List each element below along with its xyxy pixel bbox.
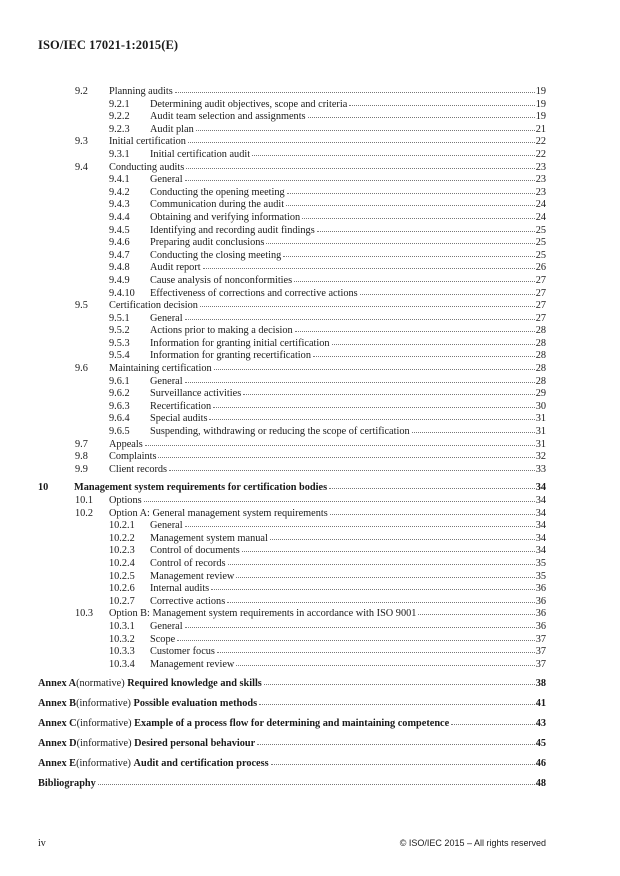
annex-title: Example of a process flow for determining and maintaining competence (134, 718, 450, 730)
toc-dot-leader (243, 386, 534, 395)
toc-entry-number: 9.9 (75, 463, 88, 475)
toc-entry-number: 9.2.3 (109, 123, 130, 135)
toc-entry-title: Information for granting recertification (150, 350, 311, 362)
toc-entry-page: 37 (535, 633, 546, 645)
annex-label: Annex E (38, 758, 77, 770)
toc-entry-title: Audit team selection and assignments (150, 111, 306, 123)
toc-entry-number: 10.2.4 (109, 557, 135, 569)
toc-dot-leader (308, 109, 535, 118)
toc-entry-title: Communication during the audit (150, 199, 285, 211)
toc-entry-number: 10.2.7 (109, 595, 135, 607)
toc-dot-leader (177, 632, 535, 641)
toc-entry-number: 9.5 (75, 300, 88, 312)
toc-entry-number: 9.6.1 (109, 375, 130, 387)
toc-entry-title: Control of documents (150, 545, 240, 557)
toc-entry-title: Management system manual (150, 532, 268, 544)
toc-entry-number: 9.3.1 (109, 148, 130, 160)
toc-entry-number: 10.2.6 (109, 583, 135, 595)
toc-dot-leader (283, 248, 534, 257)
footer-copyright: © ISO/IEC 2015 – All rights reserved (399, 838, 546, 848)
toc-entry-title: General (150, 174, 183, 186)
toc-entry-page: 37 (535, 658, 546, 670)
toc-dot-leader (98, 776, 535, 785)
toc-entry-page: 31 (535, 426, 546, 438)
toc-entry-number: 9.2.2 (109, 111, 130, 123)
annex-kind: (informative) (76, 718, 132, 730)
toc-entry-number: 9.5.2 (109, 325, 130, 337)
toc-entry-title: General (150, 520, 183, 532)
toc-entry-title: Effectiveness of corrections and corrective actions (150, 287, 358, 299)
toc-entry-title: Options (109, 495, 142, 506)
toc-dot-leader (259, 696, 535, 705)
toc-entry-page: 27 (535, 287, 546, 299)
toc-entry-page: 22 (535, 148, 546, 160)
toc-entry-title: Client records (109, 463, 168, 475)
toc-entry-page: 27 (535, 312, 546, 324)
toc-entry-title: Control of records (150, 557, 226, 569)
toc-entry-page: 27 (535, 300, 546, 312)
toc-entry-number: 9.5.3 (109, 337, 130, 349)
toc-dot-leader (236, 569, 534, 578)
toc-entry-page: 34 (535, 520, 546, 532)
toc-dot-leader (330, 506, 535, 515)
toc-entry-number: 9.8 (75, 451, 88, 463)
toc-entry-title: Conducting the closing meeting (150, 249, 282, 261)
toc-dot-leader (217, 644, 535, 653)
toc-dot-leader (332, 336, 535, 345)
toc-entry-title: Option B: Management system requirements in accordance with ISO 9001 (109, 608, 417, 620)
toc-entry-page: 34 (535, 532, 546, 544)
toc-entry-title: General (150, 312, 183, 324)
annex-page: 45 (535, 738, 546, 750)
toc-entry-title: Preparing audit conclusions (150, 237, 265, 249)
annex-label: Annex C (38, 718, 77, 730)
toc-entry-page: 25 (535, 237, 546, 249)
toc-entry-page: 24 (535, 199, 546, 211)
table-of-contents (38, 85, 546, 794)
toc-entry-number: 9.6.5 (109, 426, 130, 438)
toc-entry-page: 31 (535, 438, 546, 450)
annex-label: Annex B (38, 698, 77, 710)
toc-entry-title: Maintaining certification (109, 363, 212, 375)
toc-dot-leader (252, 147, 535, 156)
toc-dot-leader (266, 235, 534, 244)
toc-entry-page: 19 (535, 111, 546, 123)
toc-entry-title: Option A: General management system requirements (109, 507, 328, 519)
toc-entry-page: 23 (535, 161, 546, 173)
toc-annex-entry[interactable] (38, 714, 546, 734)
toc-entry-page: 19 (535, 86, 546, 97)
annex-kind: (informative) (76, 698, 131, 710)
toc-dot-leader (451, 716, 535, 725)
toc-dot-leader (185, 311, 535, 320)
toc-entry-number: 9.4.9 (109, 274, 130, 286)
annex-label: Annex A (38, 678, 77, 690)
toc-dot-leader (349, 97, 534, 106)
toc-entry-number: 10.3.3 (109, 646, 135, 658)
toc-entry-page: 23 (535, 186, 546, 198)
toc-entry-page: 26 (535, 262, 546, 274)
toc-entry-page: 19 (535, 98, 546, 110)
toc-entry-title: Recertification (150, 400, 212, 412)
toc-entry-page: 36 (535, 620, 546, 632)
toc-entry-number: 10.3.1 (109, 620, 135, 632)
toc-entry-page: 28 (535, 363, 546, 375)
toc-entry-title: Determining audit objectives, scope and criteria (150, 98, 348, 110)
toc-entry-number: 9.4 (75, 161, 88, 173)
toc-entry-title: Cause analysis of nonconformities (150, 274, 293, 286)
toc-dot-leader (418, 606, 534, 615)
toc-entry-page: 25 (535, 224, 546, 236)
toc-entry-title: Management system requirements for certification bodies (74, 482, 328, 494)
toc-entry[interactable] (38, 463, 546, 476)
toc-entry-page: 28 (535, 375, 546, 387)
toc-dot-leader (302, 210, 535, 219)
toc-dot-leader (144, 493, 535, 502)
toc-entry-number: 9.5.1 (109, 312, 130, 324)
document-header: ISO/IEC 17021-1:2015(E) (38, 38, 179, 52)
toc-entry-title: Internal audits (150, 583, 210, 595)
toc-entry-title: Corrective actions (150, 595, 226, 607)
toc-dot-leader (360, 286, 535, 295)
toc-entry-title: Audit plan (150, 123, 194, 135)
toc-entry-page: 36 (535, 595, 546, 607)
toc-dot-leader (236, 657, 534, 666)
annex-title: Audit and certification process (133, 758, 269, 770)
toc-entry-number: 9.4.3 (109, 199, 130, 211)
toc-dot-leader (145, 437, 535, 446)
toc-entry-title: Actions prior to making a decision (150, 325, 293, 337)
toc-entry-number: 9.4.5 (109, 224, 130, 236)
toc-entry-page: 34 (535, 495, 546, 506)
toc-entry-number: 9.4.7 (109, 249, 130, 261)
toc-entry-page: 31 (535, 413, 546, 425)
toc-dot-leader (294, 273, 535, 282)
toc-entry-number: 10.2.5 (109, 570, 135, 582)
toc-entry-title: Obtaining and verifying information (150, 211, 301, 223)
annex-kind: (informative) (76, 758, 131, 770)
toc-dot-leader (213, 399, 535, 408)
toc-entry-number: 9.2 (75, 86, 88, 97)
toc-entry-page: 25 (535, 249, 546, 261)
toc-dot-leader (203, 260, 535, 269)
toc-dot-leader (158, 449, 534, 458)
toc-entry-title: Appeals (109, 438, 143, 450)
toc-dot-leader (313, 348, 535, 357)
toc-entry-number: 10.3.4 (109, 658, 135, 670)
toc-dot-leader (286, 197, 535, 206)
toc-dot-leader (257, 736, 535, 745)
toc-dot-leader (209, 411, 534, 420)
toc-entry-title: Suspending, withdrawing or reducing the scope of certification (150, 426, 410, 438)
toc-entry-title: Scope (150, 633, 176, 645)
toc-entry-page: 30 (535, 400, 546, 412)
toc-dot-leader (329, 480, 535, 489)
toc-entry-page: 28 (535, 350, 546, 362)
toc-annex-entry[interactable] (38, 734, 546, 754)
toc-entry-number: 10.2.2 (109, 532, 135, 544)
toc-entry-title: Special audits (150, 413, 208, 425)
annex-label: Bibliography (38, 778, 96, 790)
toc-entry-title: Planning audits (109, 86, 173, 97)
toc-annex-entry[interactable] (38, 674, 546, 694)
toc-entry-number: 10 (38, 482, 49, 494)
toc-entry-page: 34 (535, 545, 546, 557)
toc-entry-page: 34 (535, 507, 546, 519)
toc-entry[interactable] (38, 658, 546, 671)
annex-page: 41 (535, 698, 546, 710)
toc-entry-number: 9.4.8 (109, 262, 130, 274)
toc-entry-title: General (150, 375, 183, 387)
annex-title: Possible evaluation methods (133, 698, 258, 710)
toc-entry-page: 35 (535, 570, 546, 582)
toc-entry-page: 27 (535, 274, 546, 286)
toc-dot-leader (186, 160, 534, 169)
toc-dot-leader (227, 594, 535, 603)
toc-dot-leader (169, 462, 535, 471)
toc-dot-leader (271, 756, 535, 765)
toc-entry-title: Identifying and recording audit findings (150, 224, 315, 236)
toc-dot-leader (295, 323, 535, 332)
toc-entry-number: 9.6.4 (109, 413, 130, 425)
toc-annex-entry[interactable] (38, 694, 546, 714)
toc-entry-number: 9.6.2 (109, 388, 130, 400)
toc-entry-number: 10.1 (75, 495, 94, 506)
toc-entry-page: 32 (535, 451, 546, 463)
toc-annex-entry[interactable] (38, 774, 546, 794)
toc-dot-leader (185, 619, 535, 628)
annex-page: 43 (535, 718, 546, 730)
toc-dot-leader (228, 556, 535, 565)
toc-entry-title: Surveillance activities (150, 388, 242, 400)
toc-entry-number: 9.4.10 (109, 287, 135, 299)
toc-entry-number: 9.6.3 (109, 400, 130, 412)
toc-entry-title: Complaints (109, 451, 157, 463)
annex-label: Annex D (38, 738, 77, 750)
toc-entry-title: Conducting the opening meeting (150, 186, 285, 198)
toc-entry-number: 9.4.2 (109, 186, 130, 198)
toc-entry-page: 28 (535, 325, 546, 337)
toc-dot-leader (412, 424, 535, 433)
annex-page: 38 (535, 678, 546, 690)
toc-entry-number: 10.2.3 (109, 545, 135, 557)
toc-entry-page: 36 (535, 608, 546, 620)
toc-annex-entry[interactable] (38, 754, 546, 774)
toc-entry-page: 33 (535, 463, 546, 475)
toc-entry-title: Certification decision (109, 300, 198, 312)
toc-dot-leader (211, 581, 535, 590)
toc-dot-leader (287, 185, 535, 194)
toc-entry-page: 36 (535, 583, 546, 595)
toc-entry-number: 9.2.1 (109, 98, 130, 110)
toc-dot-leader (214, 361, 535, 370)
toc-entry-number: 9.4.4 (109, 211, 130, 223)
annex-kind: (informative) (76, 738, 132, 750)
toc-entry-title: Initial certification audit (150, 148, 251, 160)
toc-entry-page: 24 (535, 211, 546, 223)
toc-dot-leader (185, 374, 535, 383)
footer-page-number: iv (38, 838, 46, 849)
toc-dot-leader (264, 676, 535, 685)
toc-entry-page: 22 (535, 136, 546, 148)
toc-entry-title: Customer focus (150, 646, 215, 658)
toc-entry-number: 9.4.6 (109, 237, 130, 249)
toc-entry-number: 9.4.1 (109, 174, 130, 186)
toc-dot-leader (188, 134, 535, 143)
annex-page: 48 (535, 778, 546, 790)
toc-dot-leader (196, 122, 535, 131)
toc-entry-title: Initial certification (109, 136, 186, 148)
toc-entry-number: 10.3 (75, 608, 94, 620)
toc-entry-title: Information for granting initial certification (150, 337, 330, 349)
toc-dot-leader (200, 298, 535, 307)
toc-dot-leader (185, 172, 535, 181)
toc-entry-number: 9.5.4 (109, 350, 130, 362)
toc-entry-page: 21 (535, 123, 546, 135)
annex-kind: (normative) (76, 678, 125, 690)
annex-title: Desired personal behaviour (134, 738, 256, 750)
toc-entry-page: 37 (535, 646, 546, 658)
toc-dot-leader (317, 223, 535, 232)
toc-entry-number: 10.2.1 (109, 520, 135, 532)
toc-entry-number: 10.2 (75, 507, 94, 519)
toc-entry-page: 23 (535, 174, 546, 186)
toc-entry-title: Management review (150, 658, 235, 670)
toc-entry-title: Management review (150, 570, 235, 582)
annex-page: 46 (535, 758, 546, 770)
toc-dot-leader (242, 543, 535, 552)
toc-entry-title: General (150, 620, 183, 632)
toc-entry-number: 9.3 (75, 136, 88, 148)
toc-entry-title: Audit report (150, 262, 201, 274)
toc-entry-page: 28 (535, 337, 546, 349)
toc-entry-number: 9.7 (75, 438, 88, 450)
annex-title: Required knowledge and skills (127, 678, 262, 690)
toc-dot-leader (185, 518, 535, 527)
toc-entry-page: 29 (535, 388, 546, 400)
toc-entry-title: Conducting audits (109, 161, 185, 173)
toc-entry-page: 34 (535, 482, 546, 494)
toc-dot-leader (270, 531, 535, 540)
toc-dot-leader (175, 84, 535, 93)
toc-entry-number: 9.6 (75, 363, 88, 375)
toc-entry-number: 10.3.2 (109, 633, 135, 645)
toc-entry-page: 35 (535, 557, 546, 569)
